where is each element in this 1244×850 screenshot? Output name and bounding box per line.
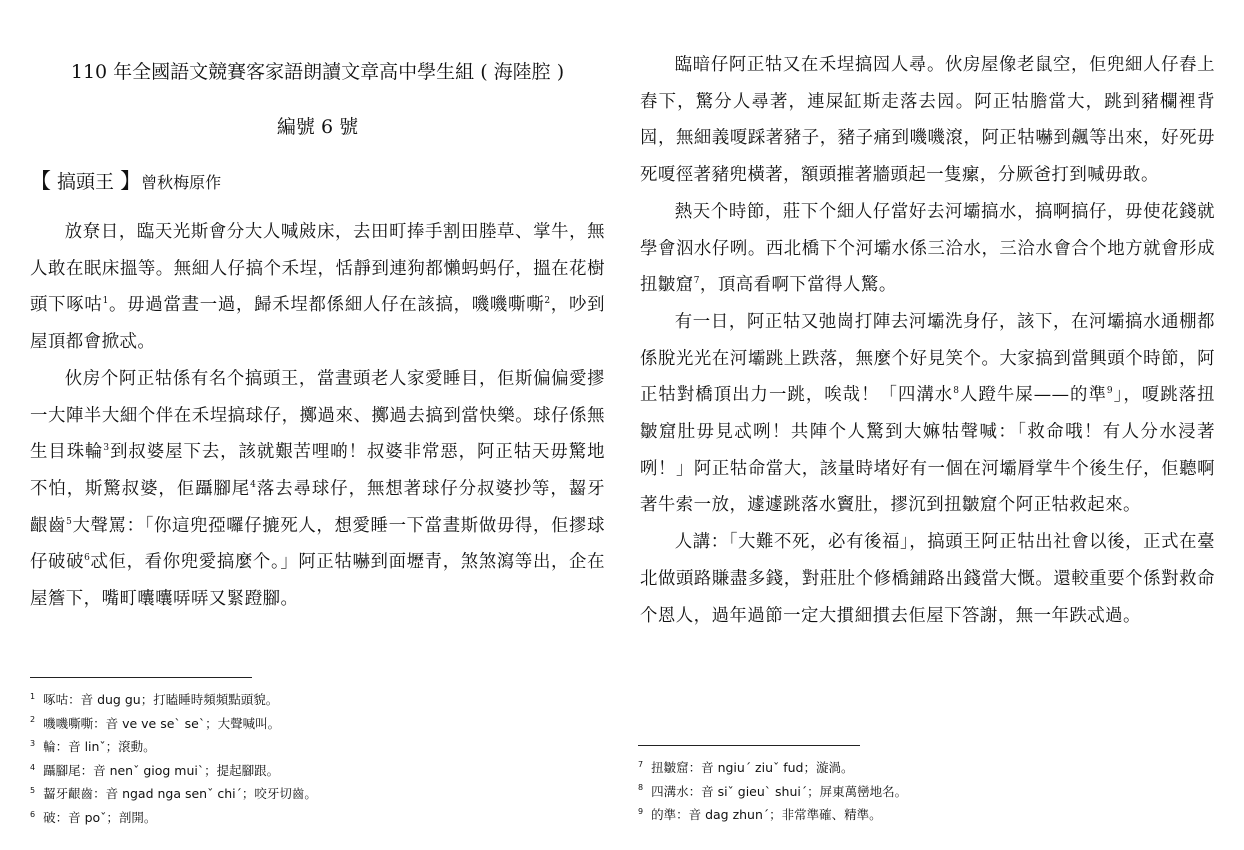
paragraph-1: 放尞日，臨天光斯會分大人喊㪐床，去田町捧手割田塍草、掌牛，無人敢在眠床搵等。無細人仔搞个禾埕，恬靜到連狗都懶蚂蚂仔，搵在花樹頭下啄咕$^1$。毋過當晝一過，歸禾埕都係細人仔在該搞，嘰嘰嘶嘶$^2$，吵到屋頂都會掀忒。 [30, 222, 605, 353]
paragraph-2: 伙房个阿正牯係有名个搞頭王，當晝頭老人家愛睡目，佢斯偏偏愛摎一大陣半大細个伴在禾埕搞球仔，擲過來、擲過去搞到當快樂。球仔係無生目珠輪$^3$到叔婆屋下去，該就艱苦哩啲！叔婆非常惡，阿正牯天毋驚地不怕，斯驚叔婆，佢躡腳尾$^4$落去尋球仔，無想著球仔分叔婆抄等，齧牙齦齒$^5$大聲罵：「你這兜孲囉仔摝死人，想愛睡一下當晝斯做毋得，佢摎球仔破破$^6$忒佢，看你兜愛搞麼个。」阿正牯嚇到面壢青，煞煞瀉等出，企在屋簷下，嘴町囔囔哢哢又緊蹬腳。 [30, 368, 605, 610]
paragraph-3: 臨暗仔阿正牯又在禾埕搞囥人尋。伙房屋像老鼠空，佢兜細人仔舂上舂下，驚分人尋著，連屎缸斯走落去囥。阿正牯膽當大，跳到豬欄裡背囥，無細義嗄踩著豬子，豬子痛到嘰嘰滾，阿正牯嚇到飆等出來，好死毋死嗄徑著豬兜橫著，額頭摧著牆頭起一隻瘰，分厥爸打到喊毋敢。 [640, 55, 1215, 186]
footnote: $^3$ 輪：音 linˇ；滾動。 [30, 739, 156, 755]
footnote: $^7$ 扭皺窟：音 ngiu´ ziuˇ fud；漩渦。 [638, 759, 854, 775]
footnote: $^1$ 啄咕：音 dug gu；打瞌睡時頻頻點頭貌。 [30, 691, 279, 707]
footnote: $^6$ 破：音 poˇ；剖開。 [30, 809, 157, 825]
bracket-close: 】 [120, 169, 142, 193]
article-heading [30, 166, 221, 198]
footnote: $^9$ 的準：音 dag zhun´；非常準確、精準。 [638, 807, 882, 823]
footnote: $^2$ 嘰嘰嘶嘶：音 ve ve se` se`；大聲喊叫。 [30, 715, 281, 731]
document-title: 110 年全國語文競賽客家語朗讀文章高中學生組 ( 海陸腔 ) [70, 61, 565, 83]
bracket-open: 【 [30, 169, 51, 193]
entry-number: 編號 6 號 [276, 116, 359, 138]
footnotes-left [30, 688, 317, 830]
article-name: 搞頭王 [51, 171, 121, 193]
footnotes-right [638, 756, 907, 827]
article-author: 曾秋梅原作 [141, 173, 222, 192]
footnote-divider-right [638, 745, 860, 746]
paragraph-5: 有一日，阿正牯又弛崗打陣去河壩洗身仔，該下，在河壩搞水通棚都係脫光光在河壩跳上跌落，無麼个好見笑个。大家搞到當興頭个時節，阿正牯對橋頂出力一跳，唉哉！「四溝水$^8$人蹬牛屎——的準$^9$」，嗄跳落扭皺窟肚毋見忒咧！共陣个人驚到大嫲牯聲喊：「救命哦！有人分水浸著咧！」阿正牯命當大，該量時堵好有一個在河壩脣掌牛个後生仔，佢聽啊著牛索一放，遽遽跳落水竇肚，摎沉到扭皺窟个阿正牯救起來。 [640, 311, 1215, 516]
footnote: $^8$ 四溝水：音 siˇ gieu` shui´；屏東萬巒地名。 [638, 783, 908, 799]
footnote: $^5$ 齧牙齦齒：音 ngad nga senˇ chi´；咬牙切齒。 [30, 786, 317, 802]
paragraph-6: 人講：「大難不死，必有後福」，搞頭王阿正牯出社會以後，正式在臺北做頭路賺盡多錢，對莊肚个修橋鋪路出錢當大慨。還較重要个係對救命个恩人，過年過節一定大摜細摜去佢屋下答謝，無一年跌忒過。 [640, 532, 1215, 626]
footnote: $^4$ 躡腳尾：音 nenˇ giog mui`；提起腳跟。 [30, 762, 280, 778]
paragraph-4: 熱天个時節，莊下个細人仔當好去河壩搞水，搞啊搞仔，毋使花錢就學會泅水仔咧。西北橋下个河壩水係三洽水，三洽水會合个地方就會形成扭皺窟$^7$，頂高看啊下當得人驚。 [640, 201, 1215, 296]
footnote-divider-left [30, 677, 252, 678]
left-body [30, 214, 605, 618]
right-body [640, 47, 1215, 634]
